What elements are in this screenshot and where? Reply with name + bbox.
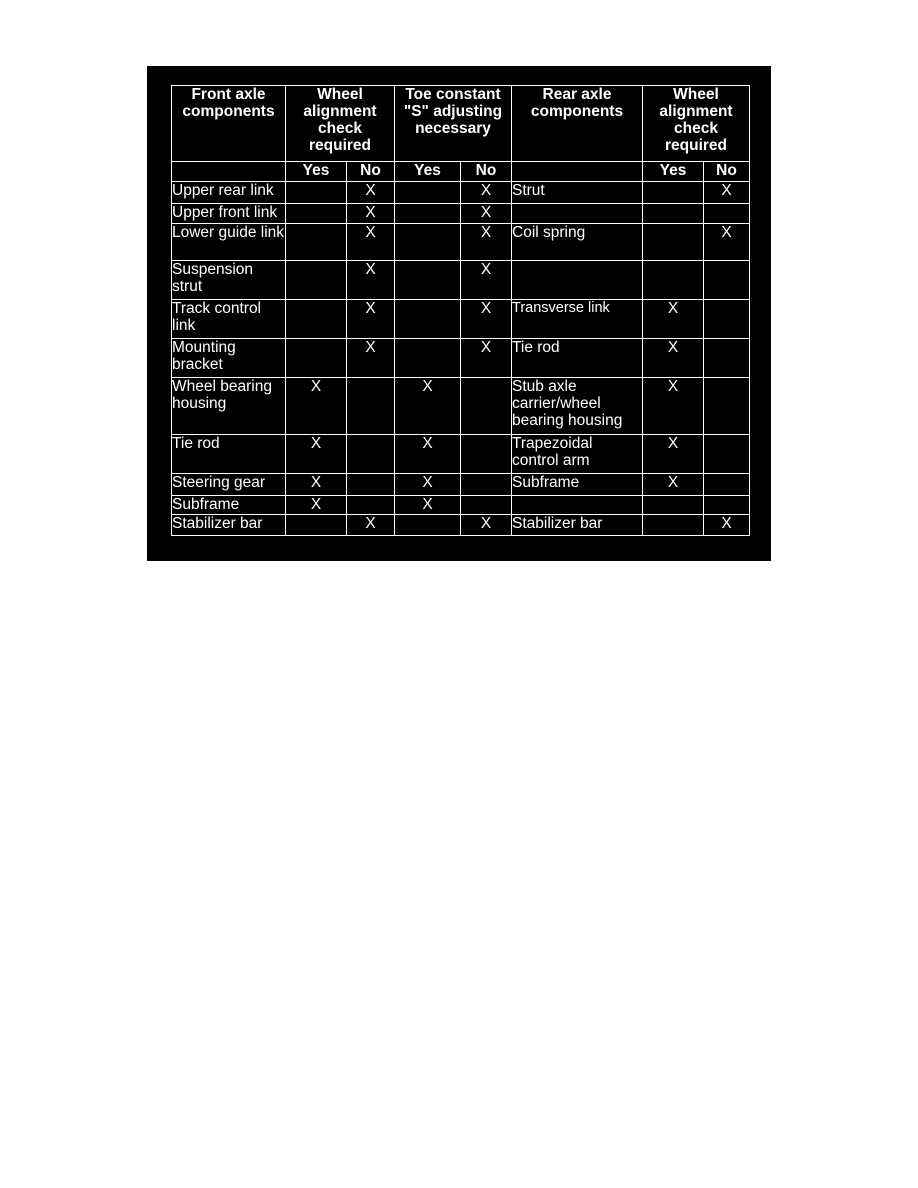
toe-no-cell [461, 435, 512, 474]
wheel-front-no-cell [347, 435, 395, 474]
wheel-rear-no-cell [704, 378, 750, 435]
header-wheel-alignment-front: Wheel alignment check required [286, 86, 395, 162]
toe-yes-cell: X [395, 435, 461, 474]
table-row [172, 261, 750, 300]
rear-component-cell: Trapezoidal control arm [512, 435, 643, 474]
subheader-no: No [704, 162, 750, 182]
front-component-cell: Track control link [172, 300, 286, 339]
rear-component-cell: Stub axle carrier/wheel bearing housing [512, 378, 643, 435]
subheader-blank [512, 162, 643, 182]
table-row [172, 204, 750, 224]
subheader-row [172, 162, 750, 182]
front-component-cell: Subframe [172, 496, 286, 515]
table-row [172, 515, 750, 536]
wheel-rear-yes-cell [643, 496, 704, 515]
front-component-cell: Steering gear [172, 474, 286, 496]
toe-no-cell [461, 496, 512, 515]
toe-no-cell: X [461, 224, 512, 261]
toe-yes-cell [395, 224, 461, 261]
wheel-rear-no-cell [704, 496, 750, 515]
toe-no-cell [461, 378, 512, 435]
toe-no-cell: X [461, 515, 512, 536]
table-row [172, 339, 750, 378]
header-row [172, 86, 750, 162]
wheel-front-yes-cell [286, 261, 347, 300]
front-component-cell: Tie rod [172, 435, 286, 474]
wheel-front-yes-cell [286, 515, 347, 536]
front-component-cell: Lower guide link [172, 224, 286, 261]
subheader-yes: Yes [395, 162, 461, 182]
toe-no-cell: X [461, 339, 512, 378]
wheel-rear-yes-cell [643, 204, 704, 224]
table-row [172, 182, 750, 204]
toe-yes-cell: X [395, 474, 461, 496]
rear-component-cell: Stabilizer bar [512, 515, 643, 536]
table-row [172, 435, 750, 474]
toe-no-cell [461, 474, 512, 496]
rear-component-cell [512, 261, 643, 300]
wheel-rear-no-cell [704, 435, 750, 474]
subheader-no: No [347, 162, 395, 182]
toe-no-cell: X [461, 204, 512, 224]
wheel-front-no-cell: X [347, 224, 395, 261]
wheel-rear-yes-cell: X [643, 339, 704, 378]
front-component-cell: Wheel bearing housing [172, 378, 286, 435]
wheel-front-yes-cell [286, 204, 347, 224]
header-toe-constant: Toe constant "S" adjusting necessary [395, 86, 512, 162]
wheel-front-no-cell: X [347, 339, 395, 378]
wheel-front-yes-cell: X [286, 435, 347, 474]
subheader-yes: Yes [643, 162, 704, 182]
wheel-rear-no-cell [704, 339, 750, 378]
rear-component-cell: Tie rod [512, 339, 643, 378]
wheel-front-no-cell: X [347, 261, 395, 300]
wheel-front-yes-cell [286, 182, 347, 204]
front-component-cell: Mounting bracket [172, 339, 286, 378]
table-row [172, 474, 750, 496]
table-row [172, 496, 750, 515]
toe-yes-cell [395, 182, 461, 204]
front-component-cell: Upper rear link [172, 182, 286, 204]
wheel-rear-yes-cell: X [643, 435, 704, 474]
wheel-front-yes-cell: X [286, 378, 347, 435]
toe-yes-cell: X [395, 496, 461, 515]
rear-component-cell [512, 204, 643, 224]
wheel-rear-no-cell [704, 300, 750, 339]
alignment-table [171, 85, 750, 536]
rear-component-cell: Transverse link [512, 300, 643, 339]
toe-no-cell: X [461, 300, 512, 339]
wheel-rear-no-cell [704, 204, 750, 224]
front-component-cell: Suspension strut [172, 261, 286, 300]
wheel-front-no-cell [347, 474, 395, 496]
wheel-rear-yes-cell [643, 261, 704, 300]
wheel-rear-no-cell: X [704, 182, 750, 204]
subheader-yes: Yes [286, 162, 347, 182]
toe-no-cell: X [461, 182, 512, 204]
rear-component-cell [512, 496, 643, 515]
wheel-rear-no-cell: X [704, 515, 750, 536]
wheel-front-no-cell: X [347, 204, 395, 224]
wheel-front-no-cell [347, 378, 395, 435]
wheel-rear-no-cell [704, 261, 750, 300]
table-row [172, 300, 750, 339]
wheel-front-no-cell [347, 496, 395, 515]
wheel-rear-yes-cell [643, 182, 704, 204]
wheel-front-no-cell: X [347, 515, 395, 536]
wheel-front-no-cell: X [347, 300, 395, 339]
rear-component-cell: Strut [512, 182, 643, 204]
rear-component-cell: Subframe [512, 474, 643, 496]
toe-yes-cell: X [395, 378, 461, 435]
wheel-rear-no-cell [704, 474, 750, 496]
front-component-cell: Stabilizer bar [172, 515, 286, 536]
front-component-cell: Upper front link [172, 204, 286, 224]
wheel-rear-yes-cell: X [643, 474, 704, 496]
toe-yes-cell [395, 300, 461, 339]
subheader-no: No [461, 162, 512, 182]
wheel-front-yes-cell: X [286, 496, 347, 515]
wheel-rear-yes-cell [643, 515, 704, 536]
wheel-front-yes-cell [286, 300, 347, 339]
header-rear-axle: Rear axle components [512, 86, 643, 162]
wheel-rear-no-cell: X [704, 224, 750, 261]
wheel-rear-yes-cell: X [643, 378, 704, 435]
wheel-front-yes-cell: X [286, 474, 347, 496]
subheader-blank [172, 162, 286, 182]
header-wheel-alignment-rear: Wheel alignment check required [643, 86, 750, 162]
table-row [172, 224, 750, 261]
rear-component-cell: Coil spring [512, 224, 643, 261]
toe-yes-cell [395, 515, 461, 536]
header-front-axle: Front axle components [172, 86, 286, 162]
toe-yes-cell [395, 204, 461, 224]
wheel-front-no-cell: X [347, 182, 395, 204]
toe-yes-cell [395, 339, 461, 378]
wheel-rear-yes-cell: X [643, 300, 704, 339]
toe-no-cell: X [461, 261, 512, 300]
wheel-front-yes-cell [286, 224, 347, 261]
wheel-rear-yes-cell [643, 224, 704, 261]
wheel-front-yes-cell [286, 339, 347, 378]
table-row [172, 378, 750, 435]
toe-yes-cell [395, 261, 461, 300]
